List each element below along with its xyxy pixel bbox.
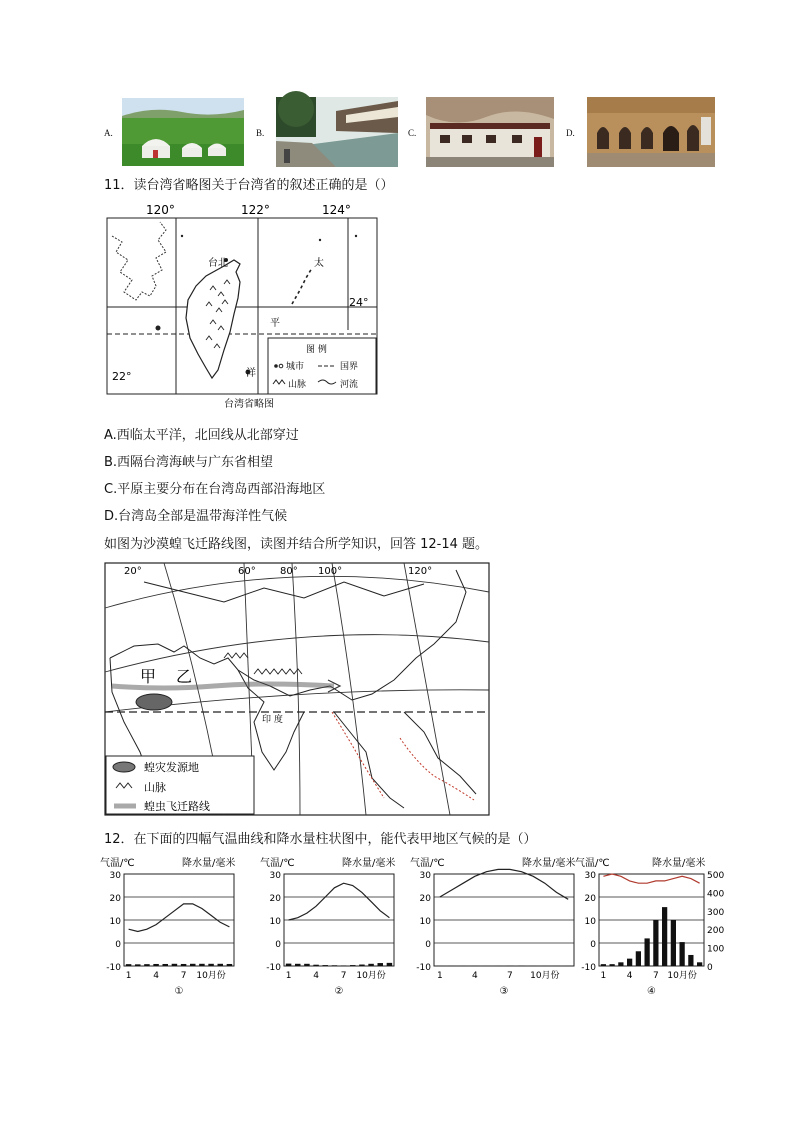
option-b-label: B. — [256, 128, 265, 138]
india-label: 印 度 — [262, 715, 283, 725]
legend-city: 城市 — [286, 362, 305, 372]
x-tick-label: 1 — [285, 971, 292, 981]
y-tick-label: -10 — [581, 963, 596, 973]
precip-bar — [610, 964, 615, 966]
map-legend — [268, 338, 376, 394]
precip-bar — [350, 965, 356, 966]
y-tick-label: 20 — [269, 894, 281, 904]
y-tick-label: 20 — [109, 894, 121, 904]
x-tick-label: 1 — [125, 971, 132, 981]
y2-tick-label: 400 — [707, 889, 725, 900]
mainland-coastline — [112, 222, 166, 300]
legend-mountain: 山脉 — [288, 380, 307, 390]
climate-chart-2 — [260, 856, 395, 997]
precip-bar — [697, 962, 702, 966]
y-tick-label: 30 — [269, 871, 281, 881]
precip-bar — [144, 964, 150, 966]
y-tick-label: -10 — [416, 963, 431, 973]
x-tick-label-10: 10月份 — [196, 971, 226, 981]
temp-axis-label: 气温/℃ — [410, 858, 445, 869]
pacific-char-2: 平 — [270, 318, 280, 329]
lon-60-label: 60° — [238, 566, 256, 577]
y2-tick-label: 100 — [707, 944, 725, 955]
y-tick-label: 30 — [584, 871, 596, 881]
precip-bar — [286, 964, 292, 966]
climate-chart-1 — [100, 856, 235, 997]
cave-dwelling-photo — [587, 97, 715, 167]
x-tick-label-10: 10月份 — [667, 971, 697, 981]
x-tick-label-10: 10月份 — [530, 971, 560, 981]
legend-border: 国界 — [340, 362, 359, 372]
precip-bar — [126, 964, 131, 966]
y-tick-label: 0 — [115, 940, 121, 950]
precip-bar — [135, 964, 141, 966]
lon-124-label: 124° — [322, 203, 351, 217]
precip-bar — [190, 964, 196, 966]
precip-bar — [671, 920, 676, 966]
temp-axis-label: 气温/℃ — [260, 858, 295, 869]
option-a-label: A. — [104, 128, 113, 138]
x-tick-label: 4 — [471, 971, 478, 981]
taipei-label: 台北 — [208, 258, 228, 269]
precip-bar — [378, 963, 384, 966]
region-yi-label: 乙 — [176, 667, 193, 686]
precip-bar — [323, 965, 329, 966]
y-tick-label: -10 — [266, 963, 281, 973]
precip-bar — [359, 965, 365, 966]
y-tick-label: 0 — [590, 940, 596, 950]
chart-number-label: ③ — [499, 986, 509, 997]
temp-axis-label: 气温/℃ — [100, 858, 135, 869]
precip-bar — [153, 964, 159, 966]
precip-bar — [208, 964, 214, 966]
q11-option-c: C.平原主要分布在台湾岛西部沿海地区 — [104, 482, 326, 497]
precip-bar — [680, 942, 685, 966]
precip-bar — [199, 964, 205, 966]
x-tick-label: 4 — [153, 971, 159, 981]
precip-bar — [387, 963, 393, 966]
option-d-label: D. — [566, 128, 575, 138]
precip-axis-label: 降水量/毫米 — [652, 858, 706, 869]
precip-bar — [618, 962, 623, 966]
pacific-char-3: 洋 — [246, 368, 256, 379]
lat-24-label: 24° — [349, 296, 369, 309]
region-jia-label: 甲 — [140, 667, 157, 686]
y-tick-label: 20 — [584, 894, 596, 904]
precip-bar — [295, 964, 301, 966]
x-tick-label: 7 — [506, 971, 513, 981]
climate-charts — [100, 856, 725, 1001]
lon-100-label: 100° — [318, 566, 343, 577]
temperature-curve — [289, 883, 390, 920]
y-tick-label: -10 — [106, 963, 121, 973]
precip-bar — [313, 965, 319, 966]
x-tick-label: 7 — [653, 971, 659, 981]
precip-bar — [304, 964, 310, 966]
ryukyu-islands — [292, 268, 312, 304]
climate-chart-4 — [575, 856, 724, 997]
taiwan-island-outline — [186, 260, 240, 378]
x-tick-label: 4 — [313, 971, 319, 981]
y-tick-label: 10 — [269, 917, 281, 927]
taiwan-map — [106, 200, 378, 410]
y2-tick-label: 500 — [707, 871, 725, 881]
precip-bar — [636, 951, 641, 966]
y-tick-label: 0 — [425, 940, 431, 950]
precip-bar — [653, 920, 658, 966]
precip-bar — [688, 955, 693, 966]
legend-title: 图 例 — [306, 345, 327, 355]
locust-legend — [106, 756, 254, 814]
y-tick-label: 10 — [584, 917, 596, 927]
chart-number-label: ① — [174, 986, 184, 997]
temperature-curve — [129, 904, 230, 932]
temp-axis-label: 气温/℃ — [575, 858, 610, 869]
lat-22-label: 22° — [112, 370, 132, 383]
precip-bar — [218, 964, 224, 966]
q11-option-a: A.西临太平洋，北回线从北部穿过 — [104, 428, 299, 443]
precip-bar — [662, 907, 667, 966]
precip-axis-label: 降水量/毫米 — [522, 858, 576, 869]
y-tick-label: 0 — [275, 940, 281, 950]
x-tick-label: 1 — [600, 971, 607, 981]
chart-number-label: ② — [334, 986, 344, 997]
precip-bar — [181, 964, 187, 966]
lon-120-label: 120° — [408, 566, 433, 577]
question-11-stem: 11．读台湾省略图关于台湾省的叙述正确的是（） — [104, 178, 394, 193]
x-tick-label: 7 — [340, 971, 347, 981]
chart-number-label: ④ — [647, 986, 656, 997]
precip-bar — [227, 964, 233, 966]
lon-122-label: 122° — [241, 203, 270, 217]
lon-120-label: 120° — [146, 203, 175, 217]
question-12-stem: 12．在下面的四幅气温曲线和降水量柱状图中，能代表甲地区气候的是（） — [104, 832, 537, 847]
penghu-islands — [156, 326, 161, 331]
q11-option-d: D.台湾岛全部是温带海洋性气候 — [104, 509, 288, 524]
legend-source: 蝗灾发源地 — [144, 761, 199, 774]
precip-bar — [172, 964, 178, 966]
yurt-grassland-photo — [122, 98, 244, 166]
y-tick-label: 10 — [109, 917, 121, 927]
x-tick-label: 4 — [626, 971, 633, 981]
precip-bar — [332, 965, 338, 966]
x-tick-label-10: 10月份 — [356, 971, 386, 981]
y2-tick-label: 300 — [707, 907, 725, 918]
x-tick-label: 1 — [436, 971, 443, 981]
lon-20-label: 20° — [124, 566, 142, 577]
intro-12-14: 如图为沙漠蝗飞迁路线图，读图并结合所学知识，回答 12-14 题。 — [104, 537, 489, 552]
legend-mountains: 山脉 — [144, 781, 166, 794]
pacific-char-1: 太 — [314, 258, 324, 269]
map-caption: 台湾省略图 — [224, 399, 274, 410]
climate-chart-3 — [410, 856, 575, 997]
precip-bar — [601, 964, 606, 966]
y2-tick-label: 200 — [707, 926, 725, 937]
q11-option-b: B.西隔台湾海峡与广东省相望 — [104, 455, 274, 470]
precip-bar — [627, 959, 632, 966]
precip-axis-label: 降水量/毫米 — [182, 858, 236, 869]
temperature-curve — [603, 874, 699, 883]
locust-migration-map — [104, 562, 490, 816]
precip-bar — [368, 964, 374, 966]
precip-bar — [163, 964, 169, 966]
water-town-photo — [276, 97, 398, 167]
precip-bar — [341, 965, 347, 966]
precip-bar — [645, 938, 650, 966]
x-tick-label: 7 — [180, 971, 187, 981]
y-tick-label: 20 — [419, 894, 431, 904]
y-tick-label: 30 — [109, 871, 121, 881]
y-tick-label: 30 — [419, 871, 431, 881]
legend-route: 蝗虫飞迁路线 — [144, 800, 210, 813]
lon-80-label: 80° — [280, 566, 298, 577]
tibetan-house-photo — [426, 97, 554, 167]
y2-tick-label: 0 — [707, 963, 713, 973]
option-c-label: C. — [408, 128, 417, 138]
locust-source-area — [136, 694, 172, 710]
y-tick-label: 10 — [419, 917, 431, 927]
legend-river: 河流 — [340, 380, 359, 390]
precip-axis-label: 降水量/毫米 — [342, 858, 396, 869]
